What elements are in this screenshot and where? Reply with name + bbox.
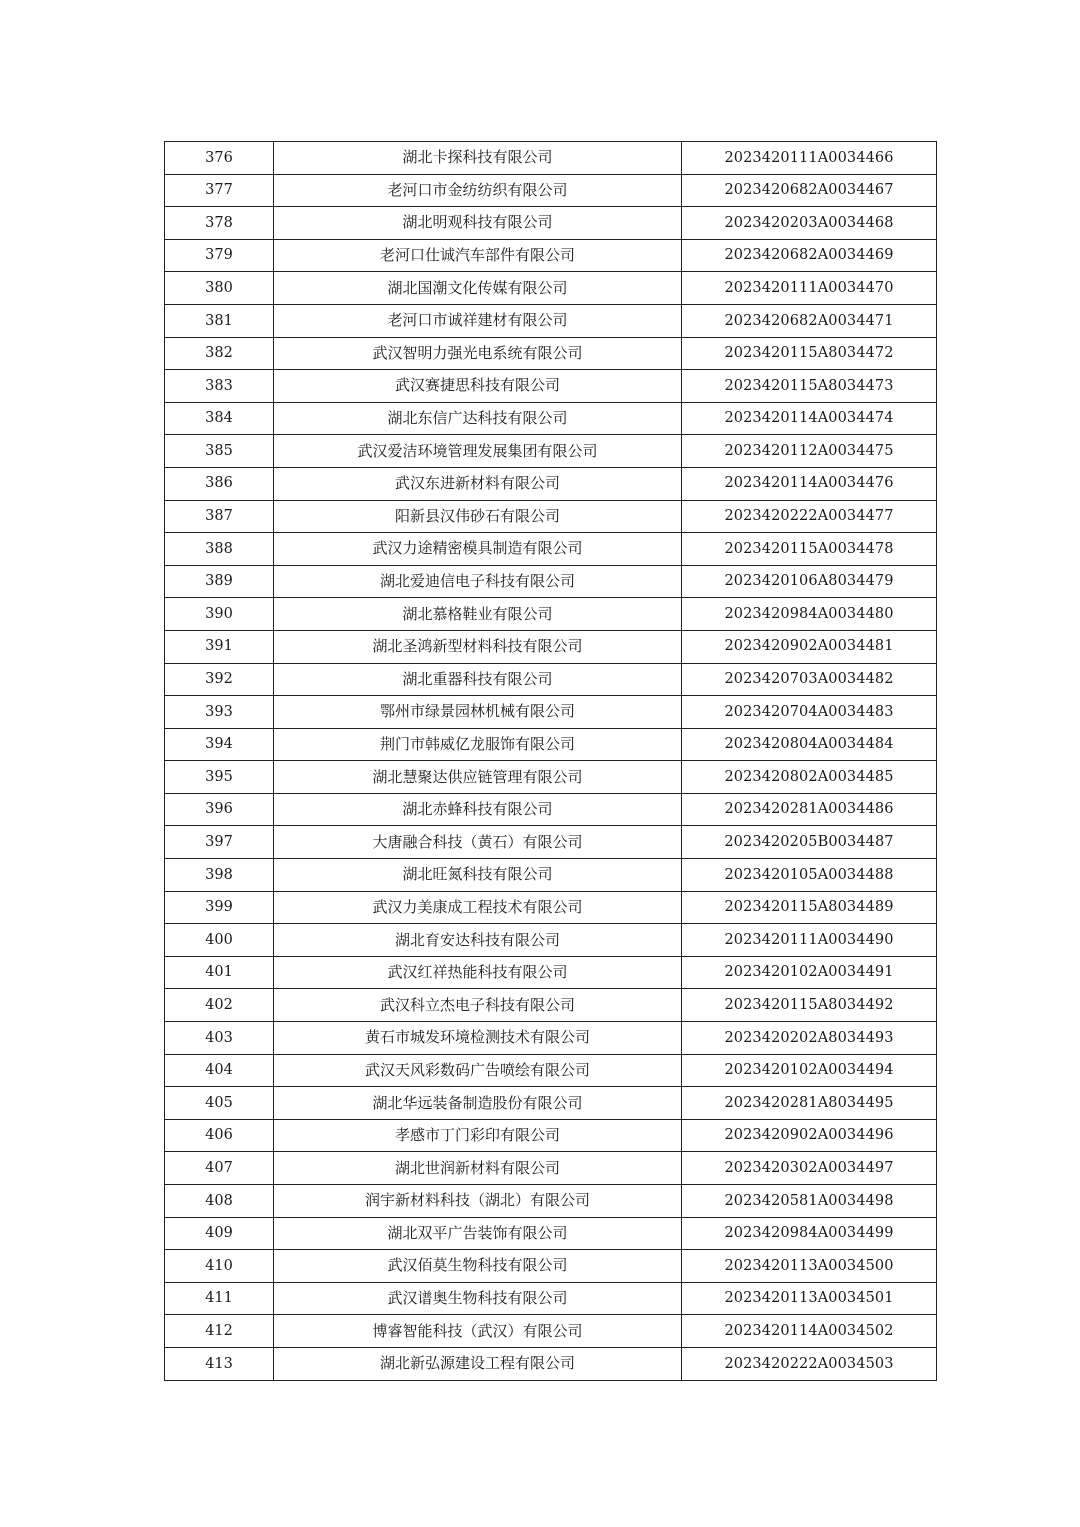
registration-code: 2023420802A0034485 (682, 761, 937, 794)
row-number: 410 (165, 1250, 274, 1283)
row-number: 398 (165, 859, 274, 892)
table-row (165, 663, 937, 696)
registration-code: 2023420984A0034499 (682, 1217, 937, 1250)
row-number: 411 (165, 1282, 274, 1315)
registration-code: 2023420115A8034473 (682, 370, 937, 403)
company-name: 武汉力美康成工程技术有限公司 (274, 891, 682, 924)
company-name: 孝感市丁门彩印有限公司 (274, 1119, 682, 1152)
row-number: 379 (165, 239, 274, 272)
company-name: 武汉科立杰电子科技有限公司 (274, 989, 682, 1022)
table-row (165, 207, 937, 240)
registration-code: 2023420703A0034482 (682, 663, 937, 696)
table-row (165, 337, 937, 370)
registration-code: 2023420704A0034483 (682, 696, 937, 729)
company-name: 湖北旺氮科技有限公司 (274, 859, 682, 892)
company-name: 大唐融合科技（黄石）有限公司 (274, 826, 682, 859)
company-name: 湖北圣鸿新型材料科技有限公司 (274, 630, 682, 663)
company-name: 湖北爱迪信电子科技有限公司 (274, 565, 682, 598)
row-number: 412 (165, 1315, 274, 1348)
registration-code: 2023420202A8034493 (682, 1022, 937, 1055)
company-name: 湖北东信广达科技有限公司 (274, 402, 682, 435)
table-row (165, 630, 937, 663)
table-row (165, 956, 937, 989)
company-name: 老河口市金纺纺织有限公司 (274, 174, 682, 207)
company-name: 湖北新弘源建设工程有限公司 (274, 1347, 682, 1380)
row-number: 378 (165, 207, 274, 240)
registration-code: 2023420682A0034469 (682, 239, 937, 272)
row-number: 388 (165, 533, 274, 566)
row-number: 401 (165, 956, 274, 989)
registration-code: 2023420111A0034470 (682, 272, 937, 305)
table-row (165, 1315, 937, 1348)
registration-code: 2023420984A0034480 (682, 598, 937, 631)
registration-code: 2023420682A0034471 (682, 304, 937, 337)
table-row (165, 467, 937, 500)
company-name: 润宇新材料科技（湖北）有限公司 (274, 1185, 682, 1218)
row-number: 384 (165, 402, 274, 435)
company-name: 武汉爱洁环境管理发展集团有限公司 (274, 435, 682, 468)
registration-table (164, 141, 937, 1381)
registration-code: 2023420111A0034466 (682, 142, 937, 175)
row-number: 396 (165, 793, 274, 826)
company-name: 武汉红祥热能科技有限公司 (274, 956, 682, 989)
row-number: 397 (165, 826, 274, 859)
row-number: 390 (165, 598, 274, 631)
registration-code: 2023420113A0034501 (682, 1282, 937, 1315)
company-name: 武汉天风彩数码广告喷绘有限公司 (274, 1054, 682, 1087)
registration-code: 2023420205B0034487 (682, 826, 937, 859)
table-row (165, 989, 937, 1022)
registration-code: 2023420114A0034476 (682, 467, 937, 500)
company-name: 湖北国潮文化传媒有限公司 (274, 272, 682, 305)
registration-code: 2023420102A0034494 (682, 1054, 937, 1087)
registration-code: 2023420804A0034484 (682, 728, 937, 761)
row-number: 394 (165, 728, 274, 761)
row-number: 403 (165, 1022, 274, 1055)
registration-code: 2023420114A0034502 (682, 1315, 937, 1348)
registration-code: 2023420115A0034478 (682, 533, 937, 566)
table-row (165, 174, 937, 207)
company-name: 湖北慕格鞋业有限公司 (274, 598, 682, 631)
registration-code: 2023420112A0034475 (682, 435, 937, 468)
table-row (165, 239, 937, 272)
row-number: 385 (165, 435, 274, 468)
table-row (165, 924, 937, 957)
row-number: 402 (165, 989, 274, 1022)
row-number: 399 (165, 891, 274, 924)
registration-code: 2023420302A0034497 (682, 1152, 937, 1185)
registration-code: 2023420115A8034489 (682, 891, 937, 924)
registration-code: 2023420281A8034495 (682, 1087, 937, 1120)
table-row (165, 859, 937, 892)
row-number: 392 (165, 663, 274, 696)
company-name: 荆门市韩威亿龙服饰有限公司 (274, 728, 682, 761)
company-name: 湖北世润新材料有限公司 (274, 1152, 682, 1185)
row-number: 383 (165, 370, 274, 403)
table-row (165, 891, 937, 924)
table-row (165, 728, 937, 761)
company-name: 武汉赛捷思科技有限公司 (274, 370, 682, 403)
table-row (165, 761, 937, 794)
registration-code: 2023420222A0034477 (682, 500, 937, 533)
row-number: 400 (165, 924, 274, 957)
row-number: 377 (165, 174, 274, 207)
company-name: 武汉东进新材料有限公司 (274, 467, 682, 500)
company-name: 湖北双平广告装饰有限公司 (274, 1217, 682, 1250)
company-name: 武汉谱奥生物科技有限公司 (274, 1282, 682, 1315)
table-row (165, 370, 937, 403)
company-name: 湖北育安达科技有限公司 (274, 924, 682, 957)
row-number: 376 (165, 142, 274, 175)
row-number: 408 (165, 1185, 274, 1218)
table-row (165, 435, 937, 468)
company-name: 武汉智明力强光电系统有限公司 (274, 337, 682, 370)
table-row (165, 1022, 937, 1055)
company-name: 湖北重器科技有限公司 (274, 663, 682, 696)
registration-code: 2023420114A0034474 (682, 402, 937, 435)
registration-code: 2023420222A0034503 (682, 1347, 937, 1380)
company-name: 老河口市诚祥建材有限公司 (274, 304, 682, 337)
registration-code: 2023420682A0034467 (682, 174, 937, 207)
registration-code: 2023420115A8034492 (682, 989, 937, 1022)
company-name: 老河口仕诚汽车部件有限公司 (274, 239, 682, 272)
table-row (165, 1152, 937, 1185)
company-name: 武汉力途精密模具制造有限公司 (274, 533, 682, 566)
company-name: 湖北赤蜂科技有限公司 (274, 793, 682, 826)
registration-code: 2023420113A0034500 (682, 1250, 937, 1283)
row-number: 407 (165, 1152, 274, 1185)
table-row (165, 1119, 937, 1152)
registration-code: 2023420115A8034472 (682, 337, 937, 370)
company-name: 湖北慧聚达供应链管理有限公司 (274, 761, 682, 794)
row-number: 380 (165, 272, 274, 305)
company-name: 黄石市城发环境检测技术有限公司 (274, 1022, 682, 1055)
table-row (165, 565, 937, 598)
row-number: 381 (165, 304, 274, 337)
company-name: 博睿智能科技（武汉）有限公司 (274, 1315, 682, 1348)
table-row (165, 1282, 937, 1315)
company-name: 阳新县汉伟砂石有限公司 (274, 500, 682, 533)
row-number: 387 (165, 500, 274, 533)
table-row (165, 1250, 937, 1283)
registration-code: 2023420102A0034491 (682, 956, 937, 989)
registration-code: 2023420106A8034479 (682, 565, 937, 598)
row-number: 393 (165, 696, 274, 729)
registration-code: 2023420203A0034468 (682, 207, 937, 240)
company-name: 湖北华远装备制造股份有限公司 (274, 1087, 682, 1120)
row-number: 386 (165, 467, 274, 500)
table-row (165, 793, 937, 826)
table-row (165, 142, 937, 175)
table-row (165, 1185, 937, 1218)
row-number: 391 (165, 630, 274, 663)
table-row (165, 500, 937, 533)
row-number: 389 (165, 565, 274, 598)
company-name: 武汉佰莫生物科技有限公司 (274, 1250, 682, 1283)
table-row (165, 402, 937, 435)
company-name: 湖北明观科技有限公司 (274, 207, 682, 240)
table-row (165, 826, 937, 859)
row-number: 395 (165, 761, 274, 794)
row-number: 382 (165, 337, 274, 370)
table-row (165, 1217, 937, 1250)
row-number: 409 (165, 1217, 274, 1250)
registration-code: 2023420105A0034488 (682, 859, 937, 892)
row-number: 406 (165, 1119, 274, 1152)
table-row (165, 1347, 937, 1380)
registration-code: 2023420111A0034490 (682, 924, 937, 957)
table-row (165, 272, 937, 305)
table-row (165, 1087, 937, 1120)
row-number: 413 (165, 1347, 274, 1380)
table-row (165, 696, 937, 729)
table-row (165, 1054, 937, 1087)
table-row (165, 304, 937, 337)
row-number: 404 (165, 1054, 274, 1087)
registration-table-body (165, 142, 937, 1381)
table-row (165, 598, 937, 631)
row-number: 405 (165, 1087, 274, 1120)
registration-code: 2023420902A0034481 (682, 630, 937, 663)
company-name: 鄂州市绿景园林机械有限公司 (274, 696, 682, 729)
registration-code: 2023420902A0034496 (682, 1119, 937, 1152)
company-name: 湖北卡探科技有限公司 (274, 142, 682, 175)
table-row (165, 533, 937, 566)
registration-code: 2023420281A0034486 (682, 793, 937, 826)
registration-code: 2023420581A0034498 (682, 1185, 937, 1218)
